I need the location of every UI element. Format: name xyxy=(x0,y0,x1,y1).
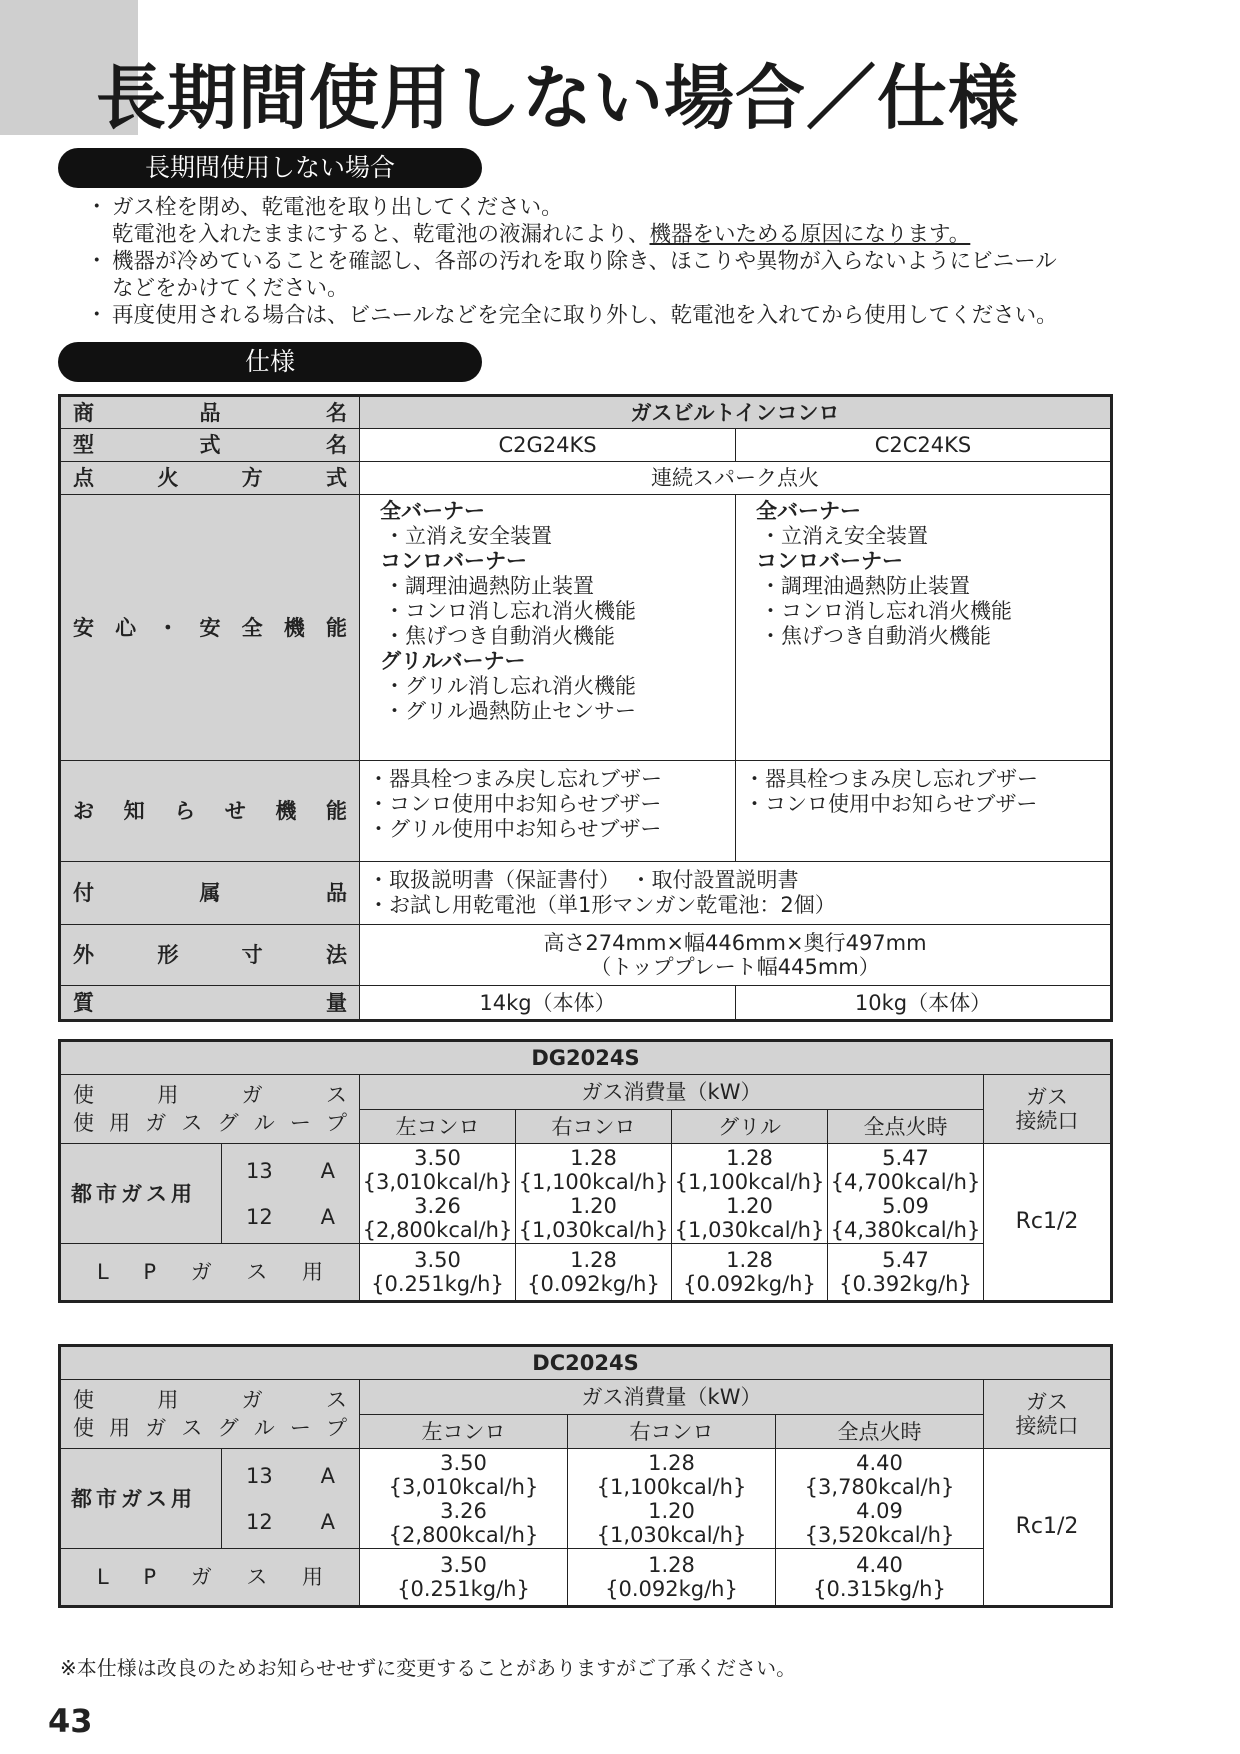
label-char: ・ xyxy=(157,615,179,640)
safety-features-left xyxy=(360,495,736,761)
table-row xyxy=(60,495,1112,761)
list-item: ・コンロ消し忘れ消火機能 xyxy=(760,599,1012,623)
label-char: ス xyxy=(181,1416,203,1440)
header-line: ガス xyxy=(1026,1390,1068,1414)
footnote: ※本仕様は改良のためお知らせせずに変更することがありますがご了承ください。 xyxy=(60,1656,797,1680)
table-row xyxy=(60,862,1112,925)
kcal-value: {1,100kcal/h} xyxy=(674,1169,825,1194)
kw-value: 1.28 xyxy=(726,1248,773,1272)
feature-group-title: コンロバーナー xyxy=(756,549,903,573)
dimension-text: 高さ274mm×幅446mm×奥行497mm xyxy=(543,931,927,955)
gas-consumption-table-dg2024s xyxy=(58,1039,1113,1303)
kw-value: 1.28 xyxy=(648,1553,695,1577)
consumption-cell xyxy=(360,1244,516,1302)
kw-value: 3.26 xyxy=(440,1498,487,1523)
kcal-value: {1,030kcal/h} xyxy=(596,1522,747,1547)
kg-value: {0.092kg/h} xyxy=(527,1272,660,1296)
label-char: 全 xyxy=(241,615,263,640)
label-char: ル xyxy=(253,1111,275,1135)
label-char: グ xyxy=(217,1111,239,1135)
label-char: せ xyxy=(224,799,246,823)
label-char: 火 xyxy=(157,466,179,490)
page-number: 43 xyxy=(48,1702,93,1740)
table-row xyxy=(60,1449,1112,1549)
consumption-cell xyxy=(672,1244,828,1302)
label-char: 品 xyxy=(326,881,347,905)
model-title: DC2024S xyxy=(60,1346,1112,1380)
lp-label-line xyxy=(61,1260,359,1284)
instruction-text: ・ ガス栓を閉め、乾電池を取り出してください。 xyxy=(112,195,563,220)
instruction-text xyxy=(112,221,1150,248)
label-char: ー xyxy=(289,1416,311,1440)
kcal-value: {4,700kcal/h} xyxy=(830,1169,981,1194)
weight: 10kg（本体） xyxy=(736,986,1112,1021)
list-item: ・取扱説明書（保証書付） ・取付設置説明書 xyxy=(368,868,799,892)
label-char: グ xyxy=(217,1416,239,1440)
feature-group-title: 全バーナー xyxy=(380,499,485,523)
instruction-text: ・ 機器が冷めていることを確認し、各部の汚れを取り除き、ほこりや異物が入らないようにビニール xyxy=(112,249,1057,274)
lp-gas-label xyxy=(60,1549,360,1607)
label-char: L xyxy=(97,1260,109,1284)
label-char: 知 xyxy=(123,799,145,823)
label-char: 使 xyxy=(73,1416,94,1440)
label-char: ス xyxy=(246,1565,268,1589)
kw-value: 4.40 xyxy=(856,1553,903,1577)
instruction-text: などをかけてください。 xyxy=(112,276,349,301)
list-item: ・立消え安全装置 xyxy=(384,524,552,548)
label-char: 式 xyxy=(325,466,347,490)
gas-group xyxy=(246,1453,335,1499)
kcal-value: {3,010kcal/h} xyxy=(362,1169,513,1194)
kw-value: 5.47 xyxy=(882,1248,929,1272)
list-item: ・グリル消し忘れ消火機能 xyxy=(384,674,636,698)
label-char: ガ xyxy=(241,1388,263,1412)
gas-group xyxy=(246,1499,335,1545)
kg-value: {0.315kg/h} xyxy=(813,1577,946,1601)
consumption-cell xyxy=(516,1144,672,1244)
label-char: 属 xyxy=(199,881,221,905)
spec-table xyxy=(58,394,1113,1022)
consumption-cell xyxy=(568,1549,776,1607)
list-item: ・お試し用乾電池（単1形マンガン乾電池：2個） xyxy=(368,893,836,917)
kcal-value: {1,030kcal/h} xyxy=(674,1217,825,1242)
kg-value: {0.092kg/h} xyxy=(683,1272,816,1296)
gas-group-part: A xyxy=(320,1158,335,1183)
consumption-cell xyxy=(828,1244,984,1302)
gas-group-part: 12 xyxy=(246,1509,273,1534)
page-title: 長期間使用しない場合／仕様 xyxy=(96,57,1019,139)
gas-group xyxy=(246,1148,335,1194)
gas-group-part: A xyxy=(320,1463,335,1488)
gas-group xyxy=(246,1194,335,1240)
label-char: 用 xyxy=(302,1260,323,1284)
kcal-value: {2,800kcal/h} xyxy=(362,1217,513,1242)
header-line xyxy=(61,1414,359,1442)
kg-value: {0.251kg/h} xyxy=(397,1577,530,1601)
table-row xyxy=(60,761,1112,862)
label-char: ー xyxy=(289,1111,311,1135)
kcal-value: {2,800kcal/h} xyxy=(388,1522,539,1547)
kcal-value: {1,100kcal/h} xyxy=(518,1169,669,1194)
consumption-cell xyxy=(828,1144,984,1244)
kw-value: 5.09 xyxy=(882,1193,929,1218)
gas-groups xyxy=(222,1144,360,1244)
instruction-item xyxy=(90,194,1150,248)
column-header: 左コンロ xyxy=(360,1110,516,1144)
column-header: 全点火時 xyxy=(776,1415,984,1449)
instruction-item xyxy=(90,248,1150,302)
table-row xyxy=(60,1549,1112,1607)
kg-value: {0.092kg/h} xyxy=(605,1577,738,1601)
list-item: ・グリル使用中お知らせブザー xyxy=(368,817,662,841)
column-header: 全点火時 xyxy=(828,1110,984,1144)
label-char: 安 xyxy=(199,615,221,640)
instruction-item xyxy=(90,302,1150,329)
column-header: 右コンロ xyxy=(568,1415,776,1449)
feature-group-title: グリルバーナー xyxy=(380,649,526,673)
table-row xyxy=(60,925,1112,986)
kw-value: 1.28 xyxy=(570,1248,617,1272)
label-char: ガ xyxy=(145,1416,167,1440)
table-row xyxy=(60,1075,1112,1110)
section-heading-storage: 長期間使用しない場合 xyxy=(58,148,482,188)
table-row xyxy=(60,462,1112,495)
table-row xyxy=(60,1244,1112,1302)
label-char: ス xyxy=(325,1083,347,1107)
list-item: ・コンロ消し忘れ消火機能 xyxy=(384,599,636,623)
kw-value: 4.40 xyxy=(856,1450,903,1475)
row-label xyxy=(60,495,360,761)
label-char: 機 xyxy=(283,615,305,640)
model-title: DG2024S xyxy=(60,1041,1112,1075)
instruction-warning: 機器をいためる原因になります。 xyxy=(649,222,971,247)
storage-instructions xyxy=(90,194,1150,329)
label-char: 用 xyxy=(157,1388,179,1412)
label-char: ガ xyxy=(241,1083,263,1107)
kw-value: 1.28 xyxy=(648,1450,695,1475)
row-label xyxy=(60,862,360,925)
table-row xyxy=(60,1380,1112,1415)
safety-features-right xyxy=(736,495,1112,761)
label-char: 用 xyxy=(109,1111,131,1135)
gas-group-part: A xyxy=(320,1204,335,1229)
label-char: 機 xyxy=(275,799,297,823)
kcal-value: {1,030kcal/h} xyxy=(518,1217,669,1242)
kw-value: 1.28 xyxy=(570,1145,617,1170)
kg-value: {0.251kg/h} xyxy=(371,1272,504,1296)
kcal-value: {1,100kcal/h} xyxy=(596,1474,747,1499)
kw-value: 5.47 xyxy=(882,1145,929,1170)
instruction-text-part: 乾電池を入れたままにすると、乾電池の液漏れにより、 xyxy=(112,222,650,247)
consumption-cell xyxy=(516,1244,672,1302)
dimensions xyxy=(360,925,1112,986)
kw-value: 1.20 xyxy=(648,1498,695,1523)
row-label xyxy=(60,925,360,986)
consumption-cell xyxy=(776,1549,984,1607)
consumption-header: ガス消費量（kW） xyxy=(360,1075,984,1110)
label-char: 質 xyxy=(73,990,94,1015)
column-header: 左コンロ xyxy=(360,1415,568,1449)
gas-type-header xyxy=(60,1075,360,1144)
label-char: 能 xyxy=(325,615,347,640)
kw-value: 3.50 xyxy=(414,1248,461,1272)
label-char: 安 xyxy=(73,615,94,640)
label-char: 用 xyxy=(109,1416,131,1440)
label-char: 法 xyxy=(325,943,347,967)
label-char: お xyxy=(73,799,94,823)
kw-value: 3.50 xyxy=(440,1450,487,1475)
table-row xyxy=(60,1346,1112,1380)
table-row xyxy=(60,1041,1112,1075)
column-header: 右コンロ xyxy=(516,1110,672,1144)
kw-value: 1.20 xyxy=(570,1193,617,1218)
label-char: ガ xyxy=(145,1111,167,1135)
label-char: 使 xyxy=(73,1083,94,1107)
header-line xyxy=(61,1081,359,1109)
kw-value: 1.20 xyxy=(726,1193,773,1218)
label-char: 外 xyxy=(73,943,94,967)
label-char: L xyxy=(97,1565,109,1589)
label-char: 心 xyxy=(115,615,137,640)
row-label xyxy=(60,429,360,462)
column-header: グリル xyxy=(672,1110,828,1144)
list-item: ・立消え安全装置 xyxy=(760,524,928,548)
label-char: 用 xyxy=(157,1083,179,1107)
label-char: P xyxy=(143,1565,157,1589)
label-char: 量 xyxy=(326,990,347,1015)
consumption-cell xyxy=(360,1549,568,1607)
gas-type-header xyxy=(60,1380,360,1449)
label-char: 方 xyxy=(241,466,263,490)
label-char: ス xyxy=(325,1388,347,1412)
kg-value: {0.392kg/h} xyxy=(839,1272,972,1296)
header-line: 接続口 xyxy=(1015,1109,1079,1133)
connection-header xyxy=(984,1380,1112,1449)
list-item: ・コンロ使用中お知らせブザー xyxy=(744,792,1038,816)
label-char: 形 xyxy=(157,943,179,967)
label-char: 商 xyxy=(73,400,94,425)
list-item: ・焦げつき自動消火機能 xyxy=(760,624,991,648)
section-heading-spec: 仕様 xyxy=(58,342,482,382)
kw-value: 3.50 xyxy=(440,1553,487,1577)
ignition-method: 連続スパーク点火 xyxy=(360,462,1112,495)
model-name: C2C24KS xyxy=(736,429,1112,462)
consumption-cell xyxy=(568,1449,776,1549)
row-label xyxy=(60,761,360,862)
notice-features-right xyxy=(736,761,1112,862)
gas-group-part: 13 xyxy=(246,1463,273,1488)
label-char: ら xyxy=(174,799,196,823)
gas-group-part: 13 xyxy=(246,1158,273,1183)
label-char: 名 xyxy=(326,400,347,425)
dimension-text: （トッププレート幅445mm） xyxy=(590,955,880,979)
connection-header xyxy=(984,1075,1112,1144)
label-char: 寸 xyxy=(241,943,263,967)
label-char: 付 xyxy=(73,881,94,905)
list-item: ・調理油過熱防止装置 xyxy=(384,574,594,598)
label-char: 品 xyxy=(199,400,221,425)
label-char: ガ xyxy=(190,1565,212,1589)
table-row xyxy=(60,986,1112,1021)
list-item: ・器具栓つまみ戻し忘れブザー xyxy=(368,767,662,791)
header-line xyxy=(61,1386,359,1414)
lp-gas-label xyxy=(60,1244,360,1302)
label-char: ル xyxy=(253,1416,275,1440)
gas-group-part: 12 xyxy=(246,1204,273,1229)
consumption-cell xyxy=(776,1449,984,1549)
consumption-cell xyxy=(360,1144,516,1244)
consumption-cell xyxy=(360,1449,568,1549)
label-char: 型 xyxy=(73,433,94,457)
gas-groups xyxy=(222,1449,360,1549)
kw-value: 3.50 xyxy=(414,1145,461,1170)
label-char: 名 xyxy=(326,433,347,457)
instruction-text: ・ 再度使用される場合は、ビニールなどを完全に取り外し、乾電池を入れてから使用してください。 xyxy=(112,303,1058,328)
feature-group-title: 全バーナー xyxy=(756,499,861,523)
label-char: 使 xyxy=(73,1388,94,1412)
list-item: ・調理油過熱防止装置 xyxy=(760,574,970,598)
list-item: ・コンロ使用中お知らせブザー xyxy=(368,792,662,816)
city-gas-label: 都市ガス用 xyxy=(60,1449,222,1549)
kcal-value: {3,780kcal/h} xyxy=(804,1474,955,1499)
label-char: 能 xyxy=(325,799,347,823)
weight: 14kg（本体） xyxy=(360,986,736,1021)
consumption-cell xyxy=(672,1144,828,1244)
header-line: 接続口 xyxy=(1015,1414,1079,1438)
label-char: 使 xyxy=(73,1111,94,1135)
table-row xyxy=(60,396,1112,429)
header-line: ガス xyxy=(1026,1085,1068,1109)
label-char: 式 xyxy=(199,433,221,457)
label-char: 用 xyxy=(302,1565,323,1589)
label-char: ス xyxy=(181,1111,203,1135)
lp-label-line xyxy=(61,1565,359,1589)
product-name: ガスビルトインコンロ xyxy=(360,396,1112,429)
row-label xyxy=(60,986,360,1021)
list-item: ・焦げつき自動消火機能 xyxy=(384,624,615,648)
list-item: ・器具栓つまみ戻し忘れブザー xyxy=(744,767,1038,791)
kw-value: 3.26 xyxy=(414,1193,461,1218)
label-char: ガ xyxy=(190,1260,212,1284)
kcal-value: {4,380kcal/h} xyxy=(830,1217,981,1242)
header-line xyxy=(61,1109,359,1137)
consumption-header: ガス消費量（kW） xyxy=(360,1380,984,1415)
feature-group-title: コンロバーナー xyxy=(380,549,527,573)
label-char: P xyxy=(143,1260,157,1284)
label-char: 点 xyxy=(73,466,94,490)
kw-value: 4.09 xyxy=(856,1498,903,1523)
gas-group-part: A xyxy=(320,1509,335,1534)
row-label xyxy=(60,396,360,429)
connection-value: Rc1/2 xyxy=(984,1449,1112,1607)
label-char: プ xyxy=(325,1416,347,1440)
kcal-value: {3,010kcal/h} xyxy=(388,1474,539,1499)
connection-value: Rc1/2 xyxy=(984,1144,1112,1302)
notice-features-left xyxy=(360,761,736,862)
label-char: プ xyxy=(325,1111,347,1135)
table-row xyxy=(60,429,1112,462)
gas-consumption-table-dc2024s xyxy=(58,1344,1113,1608)
label-char: ス xyxy=(246,1260,268,1284)
table-row xyxy=(60,1144,1112,1244)
kcal-value: {3,520kcal/h} xyxy=(804,1522,955,1547)
kw-value: 1.28 xyxy=(726,1145,773,1170)
city-gas-label: 都市ガス用 xyxy=(60,1144,222,1244)
accessories xyxy=(360,862,1112,925)
model-name: C2G24KS xyxy=(360,429,736,462)
row-label xyxy=(60,462,360,495)
list-item: ・グリル過熱防止センサー xyxy=(384,699,636,723)
